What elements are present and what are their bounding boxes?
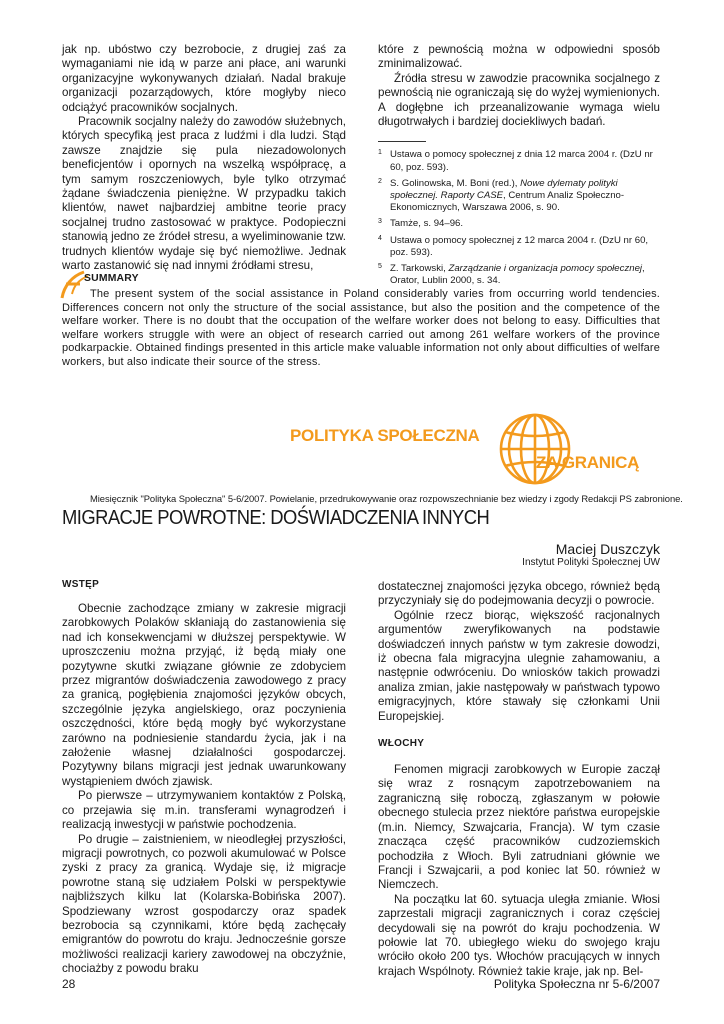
summary-heading: SUMMARY [84,273,139,284]
section-heading-intro: WSTĘP [62,579,100,590]
paragraph: Fenomen migracji zarobkowych w Europie zaczął się wraz z rosnącym zapotrzebowaniem na zagraniczną siłę roboczą, zgłaszanym w połowie obecnego stulecia przez niektóre państwa europejskie (m.in. Niemcy, Szwajcaria, Francja). W tym czasie znacząca część pracowników cudzoziemskich pochodziła z Włoch. Byli zatrudniani głównie we Francji i Szwajcarii, a pod koniec lat 50. również w Niemczech. [378,763,660,892]
paragraph: Po drugie – zaistnieniem, w nieodległej przyszłości, migracji powrotnych, co pozwoli akumulować w Polsce zyski z pracy za granicą. Wydaje się, iż migracje powrotne staną się udziałem Polski w perspektywie najbliższych kilku lat (Kolarska-Bobińska 2007). Spodziewany wzrost gospodarczy oraz spadek bezrobocia są czynnikami, które będą zachęcały emigrantów do powrotu do kraju. Jednocześnie gorsze możliwości realizacji kariery zawodowej na obczyźnie, chociażby z powodu braku [62,832,346,976]
summary-text: The present system of the social assistance in Poland considerably varies from occurring world tendencies. Differences concern not only the structure of the social assistance, but also the position and the competence of the welfare worker. There is no doubt that the occupation of the welfare worker does not belong to easy. Difficulties that welfare workers struggle with were an object of research carried out among 261 welfare workers of the province podkarpackie. Obtained findings presented in this article make valuable information not only about difficulties of welfare workers, but also indicate their source of the stress. [62,288,660,368]
author-institution: Instytut Polityki Społecznej UW [522,557,660,568]
paragraph: Pracownik socjalny należy do zawodów służebnych, których specyfiką jest praca z ludźmi i dla ludzi. Stąd zawsze znajdzie się pula niezadowolonych beneficjentów i opornych na wszelką współpracę, a tym samym roszczeniowych, byle tylko otrzymać żądane świadczenia pieniężne. W przypadku takich klientów, nawet najbardziej ambitne teorie pracy socjalnej trudno zastosować w praktyce. Podopieczni stanowią jedno ze źródeł stresu, a wyeliminowanie tzw. trudnych klientów wydaje się być niemożliwe. Jednak warto zastanowić się nad innymi źródłami stresu, [62,115,346,273]
footnotes [378,147,660,287]
summary-section [62,270,660,370]
paragraph: Obecnie zachodzące zmiany w zakresie migracji zarobkowych Polaków skłaniają do zastanowienia się nad ich konsekwencjami w dłuższej perspektywie. W uproszczeniu można przyjąć, iż będą miały one pozytywne skutki związane głównie ze zdobyciem przez migrantów doświadczenia zawodowego z pracy za granicą, pogłębienia znajomości języków obcych, szczególnie języka angielskiego, oraz poczynienia oszczędności, które będą mogły być wykorzystane zarówno na podniesienie standardu życia, jak i na założenie własnej działalności gospodarczej. Pozytywny bilans migracji jest jednak uwarunkowany wystąpieniem dwóch zjawisk. [62,602,346,788]
paragraph: Na początku lat 60. sytuacja uległa zmianie. Włosi zaprzestali migracji zagranicznych i coraz częściej decydowali się na powrót do kraju pochodzenia. W połowie lat 70. ubiegłego wieku do swojego kraju wróciło około 200 tys. Włochów pracujących w innych krajach Wspólnoty. Również takie kraje, jak np. Bel- [378,892,660,978]
main-right-column [378,580,660,979]
footnote: $^4$ Ustawa o pomocy społecznej z 12 marca 2004 r. (DzU nr 60, poz. 593). [378,234,649,258]
paragraph: które z pewnością można w odpowiedni sposób zminimalizować. [378,43,660,71]
paragraph: Ogólnie rzecz biorąc, większość racjonalnych argumentów zweryfikowanych na podstawie doświadczeń innych państw w tym zakresie dowodzi, iż obecna fala migracyjna ulegnie zahamowaniu, a następnie odwróceniu. Do wniosków takich prowadzi analiza zmian, jakie następowały w państwach typowo emigracyjnych, które stawały się członkami Unii Europejskiej. [378,608,660,723]
paragraph: dostatecznej znajomości języka obcego, również będą przyczyniały się do podejmowania decyzji o powrocie. [378,580,660,608]
section-heading-italy: WŁOCHY [378,738,425,750]
paragraph: Po pierwsze – utrzymywaniem kontaktów z Polską, co przejawia się m.in. transferami wynagrodzeń i realizacją inwestycji w państwie pochodzenia. [62,789,346,832]
copyright-notice: Miesięcznik "Polityka Społeczna" 5-6/2007. Powielanie, przedrukowywanie oraz rozpowszechnianie bez wiedzy i zgody Redakcji PS zabronione. [90,493,683,504]
globe-icon [498,412,572,486]
footnote-divider [378,141,426,142]
article-title: MIGRACJE POWROTNE: DOŚWIADCZENIA INNYCH [62,507,490,529]
top-left-column [62,43,346,274]
article-author: Maciej Duszczyk [555,541,660,557]
logo-line-2: ZA GRANICĄ [536,453,640,472]
footnote: $^5$ Z. Tarkowski, Zarządzanie i organizacja pomocy społecznej, Orator, Lublin 2000, s. 34. [378,263,645,287]
journal-logo [290,412,670,488]
paragraph: Źródła stresu w zawodzie pracownika socjalnego z pewnością nie ograniczają się do wyżej wymienionych. A dogłębne ich przeanalizowanie wymaga wielu długotrwałych i bardziej dociekliwych badań. [378,71,660,129]
footnote: $^1$ Ustawa o pomocy społecznej z dnia 12 marca 2004 r. (DzU nr 60, poz. 593). [378,149,653,173]
main-left-column [62,579,346,977]
paragraph: jak np. ubóstwo czy bezrobocie, z drugiej zaś za wymaganiami nie idą w parze ani płace, ani warunki organizacyjne wykonywanych działań. Nadal brakuje organizacji pozarządowych, które mogłyby nieco odciążyć pracowników socjalnych. [62,43,346,114]
logo-line-1: POLITYKA SPOŁECZNA [290,426,480,445]
page-number: 28 [62,977,76,991]
journal-issue: Polityka Społeczna nr 5-6/2007 [493,977,660,991]
top-right-column [378,43,660,289]
footnote: $^2$ S. Golinowska, M. Boni (red.), Nowe dylematy polityki społecznej. Raporty CASE, Centrum Analiz Społeczno-Ekonomicznych, Warszawa 2006, s. 90. [378,177,625,214]
footnote: $^3$ Tamże, s. 94–96. [378,218,464,230]
